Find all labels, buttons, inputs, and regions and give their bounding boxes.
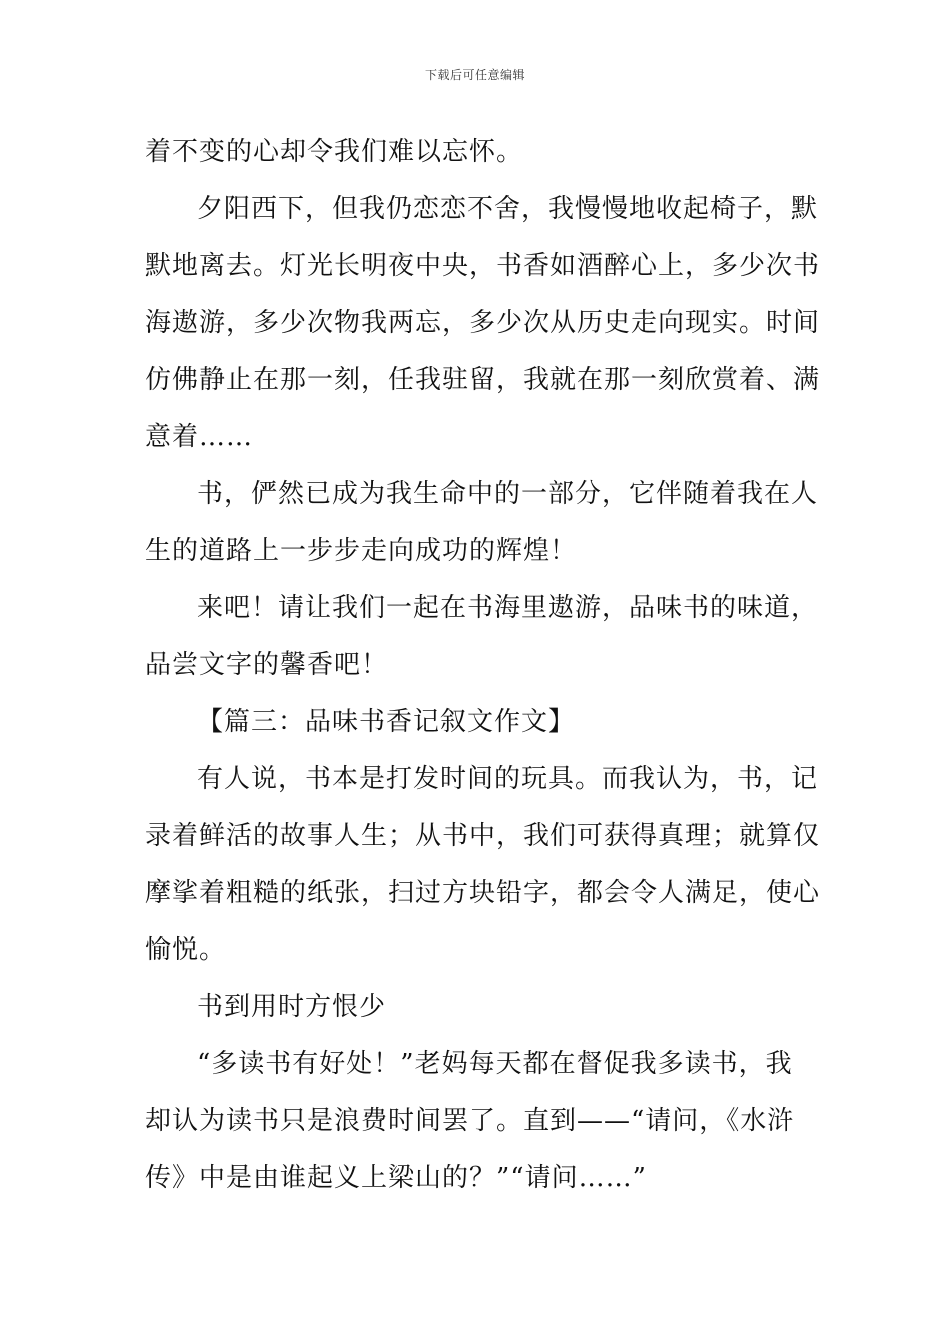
text-line: 来吧！请让我们一起在书海里遨游，品味书的味道， (197, 593, 819, 623)
text-line: 品尝文字的馨香吧！ (145, 650, 389, 680)
text-line: 海遨游，多少次物我两忘，多少次从历史走向现实。时间 (145, 308, 821, 338)
page-header: 下载后可任意编辑 (424, 68, 525, 82)
text-line: 有人说，书本是打发时间的玩具。而我认为，书，记 (197, 764, 819, 794)
section-heading: 【篇三：品味书香记叙文作文】 (197, 707, 576, 737)
text-line: 书，俨然已成为我生命中的一部分，它伴随着我在人 (197, 479, 819, 509)
text-line: 意着…… (145, 422, 254, 452)
subheading: 书到用时方恨少 (197, 992, 387, 1022)
text-line: 夕阳西下，但我仍恋恋不舍，我慢慢地收起椅子，默 (197, 194, 819, 224)
text-line: 仿佛静止在那一刻，任我驻留，我就在那一刻欣赏着、满 (145, 365, 821, 395)
text-line: 着不变的心却令我们难以忘怀。 (145, 137, 524, 167)
text-line: 生的道路上一步步走向成功的辉煌！ (145, 536, 578, 566)
document-body (145, 124, 821, 1207)
text-line: 愉悦。 (145, 935, 227, 965)
text-line: 传》中是由谁起义上梁山的？”“请问……” (145, 1163, 647, 1193)
text-line: “多读书有好处！”老妈每天都在督促我多读书，我 (197, 1049, 793, 1079)
text-line: 却认为读书只是浪费时间罢了。直到——“请问，《水浒 (145, 1106, 795, 1136)
text-line: 录着鲜活的故事人生；从书中，我们可获得真理；就算仅 (145, 821, 821, 851)
text-line: 默地离去。灯光长明夜中央，书香如酒醉心上，多少次书 (145, 251, 821, 281)
text-line: 摩挲着粗糙的纸张，扫过方块铅字，都会令人满足，使心 (145, 878, 821, 908)
